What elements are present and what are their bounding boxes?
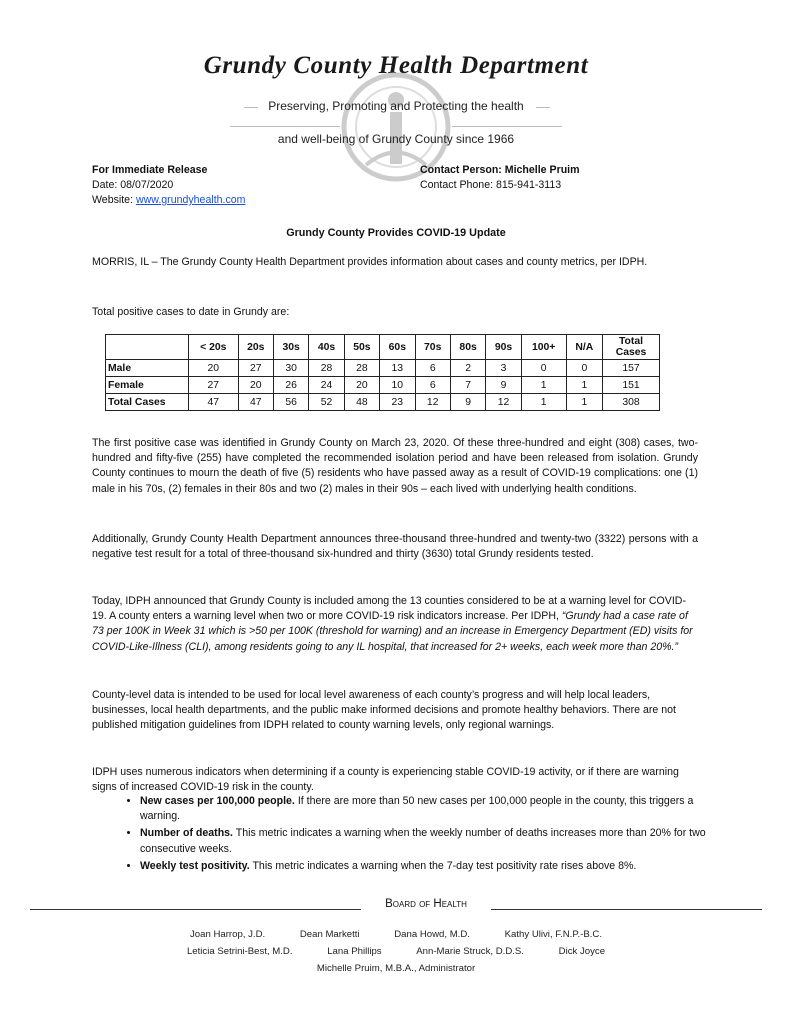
board-member: Leticia Setrini-Best, M.D. — [186, 946, 293, 957]
table-cell: 56 — [273, 394, 308, 411]
table-cell: 27 — [189, 377, 239, 394]
board-member: Kathy Ulivi, F.N.P.-B.C. — [504, 929, 603, 940]
board-members-row-1 — [0, 926, 792, 943]
table-cell: 52 — [309, 394, 344, 411]
wing-right-1 — [452, 126, 562, 127]
board-of-health-divider — [30, 898, 762, 914]
table-header-cell — [106, 335, 189, 360]
release-info-left — [92, 163, 392, 208]
list-item — [140, 794, 730, 824]
table-cell: 47 — [189, 394, 239, 411]
cases-table — [105, 334, 660, 411]
table-header-cell: < 20s — [189, 335, 239, 360]
table-cell: 27 — [238, 360, 273, 377]
table-header-cell: 80s — [450, 335, 485, 360]
contact-phone: Contact Phone: 815-941-3113 — [420, 179, 562, 191]
board-member: Dana Howd, M.D. — [394, 929, 470, 940]
indicator-title: Number of deaths. — [140, 827, 234, 840]
table-cell: 0 — [521, 360, 566, 377]
table-cell: 20 — [189, 360, 239, 377]
table-cell: 0 — [566, 360, 602, 377]
table-header-cell: Total Cases — [603, 335, 660, 360]
website-link[interactable]: www.grundyhealth.com — [135, 194, 246, 206]
table-header-cell: 60s — [380, 335, 415, 360]
table-cell: 10 — [380, 377, 415, 394]
table-cell: 28 — [309, 360, 344, 377]
table-header-cell: 100+ — [521, 335, 566, 360]
table-cell: 6 — [415, 377, 450, 394]
table-cell: 13 — [380, 360, 415, 377]
table-header-cell: 70s — [415, 335, 450, 360]
table-cell: 12 — [415, 394, 450, 411]
table-cell: 12 — [486, 394, 521, 411]
row-label: Male — [106, 360, 189, 377]
website-label: Website: — [92, 194, 136, 206]
press-headline: Grundy County Provides COVID-19 Update — [286, 227, 506, 239]
table-cell: 28 — [344, 360, 379, 377]
table-header-cell: 20s — [238, 335, 273, 360]
indicator-text: This metric indicates a warning when the 7-day test positivity rate rises above 8%. — [249, 859, 637, 872]
table-cell: 48 — [344, 394, 379, 411]
table-cell: 308 — [603, 394, 660, 411]
indicator-text: This metric indicates a warning when the weekly number of deaths increases more than 20% for two consecutive weeks. — [140, 827, 706, 855]
table-cell: 30 — [273, 360, 308, 377]
table-header-cell: 30s — [273, 335, 308, 360]
table-cell: 9 — [450, 394, 485, 411]
table-cell: 151 — [603, 377, 660, 394]
list-item — [140, 826, 730, 856]
table-cell: 157 — [603, 360, 660, 377]
county-level-paragraph: County-level data is intended to be used for local level awareness of each county’s progress and will help local leaders, businesses, local health departments, and the public make informed decisions and promote healthy behaviors. There are not published mitigation guidelines from IDPH related to county warning levels, only regional warnings. — [92, 689, 676, 732]
board-of-health-label: Board of Health — [361, 898, 491, 910]
table-row-total — [106, 394, 660, 411]
table-cell: 23 — [380, 394, 415, 411]
indicator-title: Weekly test positivity. — [140, 859, 250, 872]
board-member: Joan Harrop, J.D. — [189, 929, 266, 940]
board-member: Dick Joyce — [558, 946, 606, 957]
board-member: Ann-Marie Struck, D.D.S. — [416, 946, 524, 957]
warning-level-text: Today, IDPH announced that Grundy County is included among the 13 counties considered to be at a warning level for COVID-19. A county enters a warning level when two or more COVID-19 risk indicators increase. Per IDPH, — [92, 595, 686, 623]
table-header-cell: 40s — [309, 335, 344, 360]
board-members-row-2 — [0, 943, 792, 960]
table-cell: 20 — [344, 377, 379, 394]
table-cell: 9 — [486, 377, 521, 394]
tagline-line-1: Preserving, Promoting and Protecting the health — [268, 99, 524, 113]
release-label: For Immediate Release — [92, 164, 208, 176]
department-title: Grundy County Health Department — [203, 52, 589, 79]
table-header-cell: 90s — [486, 335, 521, 360]
negative-tests-paragraph: Additionally, Grundy County Health Department announces three-thousand three-hundred and twenty-two (3322) persons with a negative test result for a total of three-thousand six-hundred and thirty (3630) total Grundy residents tested. — [92, 533, 698, 561]
board-member: Dean Marketti — [299, 929, 360, 940]
idph-quote: “Grundy had a case rate of 73 per 100K in Week 31 which is >50 per 100K (threshold for warning) and an increase in Emergency Department (ED) visits for COVID-Like-Illness (CLI), among residents going to any IL hospital, that increased for 2+ weeks, each week more than 20%.” — [92, 610, 693, 653]
table-cell: 20 — [238, 377, 273, 394]
table-cell: 3 — [486, 360, 521, 377]
table-cell: 6 — [415, 360, 450, 377]
table-header-cell: N/A — [566, 335, 602, 360]
first-case-paragraph: The first positive case was identified in Grundy County on March 23, 2020. Of these three-hundred and eight (308) cases, two-hundred and fifty-five (255) have completed the recommended isolation period and have been released from isolation. Grundy County continues to mourn the death of five (5) residents who have passed away as a result of COVID-19 complications: one (1) male in his 70s, (2) females in their 80s and two (2) males in their 90s – each lived with underlying health conditions. — [92, 437, 698, 495]
table-cell: 1 — [566, 394, 602, 411]
intro-paragraph: MORRIS, IL – The Grundy County Health Department provides information about cases and county metrics, per IDPH. — [92, 256, 648, 268]
release-info-right — [420, 163, 720, 193]
indicators-paragraph: IDPH uses numerous indicators when determining if a county is experiencing stable COVID-19 activity, or if there are warning signs of increased COVID-19 risk in the county. — [92, 766, 679, 794]
table-row-male — [106, 360, 660, 377]
table-cell: 26 — [273, 377, 308, 394]
table-cell: 1 — [521, 377, 566, 394]
table-header-cell: 50s — [344, 335, 379, 360]
table-cell: 1 — [566, 377, 602, 394]
administrator-line: Michelle Pruim, M.B.A., Administrator — [316, 963, 476, 974]
list-item — [140, 859, 730, 874]
table-cell: 7 — [450, 377, 485, 394]
contact-person: Contact Person: Michelle Pruim — [420, 164, 580, 176]
wing-left-1 — [230, 126, 340, 127]
tagline-line-2: and well-being of Grundy County since 1966 — [277, 132, 515, 146]
board-member: Lana Phillips — [327, 946, 382, 957]
table-header-row — [106, 335, 660, 360]
warning-level-paragraph — [92, 594, 698, 655]
website-line — [92, 193, 392, 208]
table-cell: 47 — [238, 394, 273, 411]
release-date: Date: 08/07/2020 — [92, 179, 174, 191]
row-label: Female — [106, 377, 189, 394]
table-row-female — [106, 377, 660, 394]
indicator-title: New cases per 100,000 people. — [140, 795, 295, 807]
indicator-list — [112, 794, 730, 876]
table-cell: 1 — [521, 394, 566, 411]
table-cell: 2 — [450, 360, 485, 377]
table-intro: Total positive cases to date in Grundy are: — [92, 306, 290, 318]
row-label: Total Cases — [106, 394, 189, 411]
table-cell: 24 — [309, 377, 344, 394]
indicator-text: If there are more than 50 new cases per 100,000 people in the county, this triggers a warning. — [140, 795, 694, 823]
